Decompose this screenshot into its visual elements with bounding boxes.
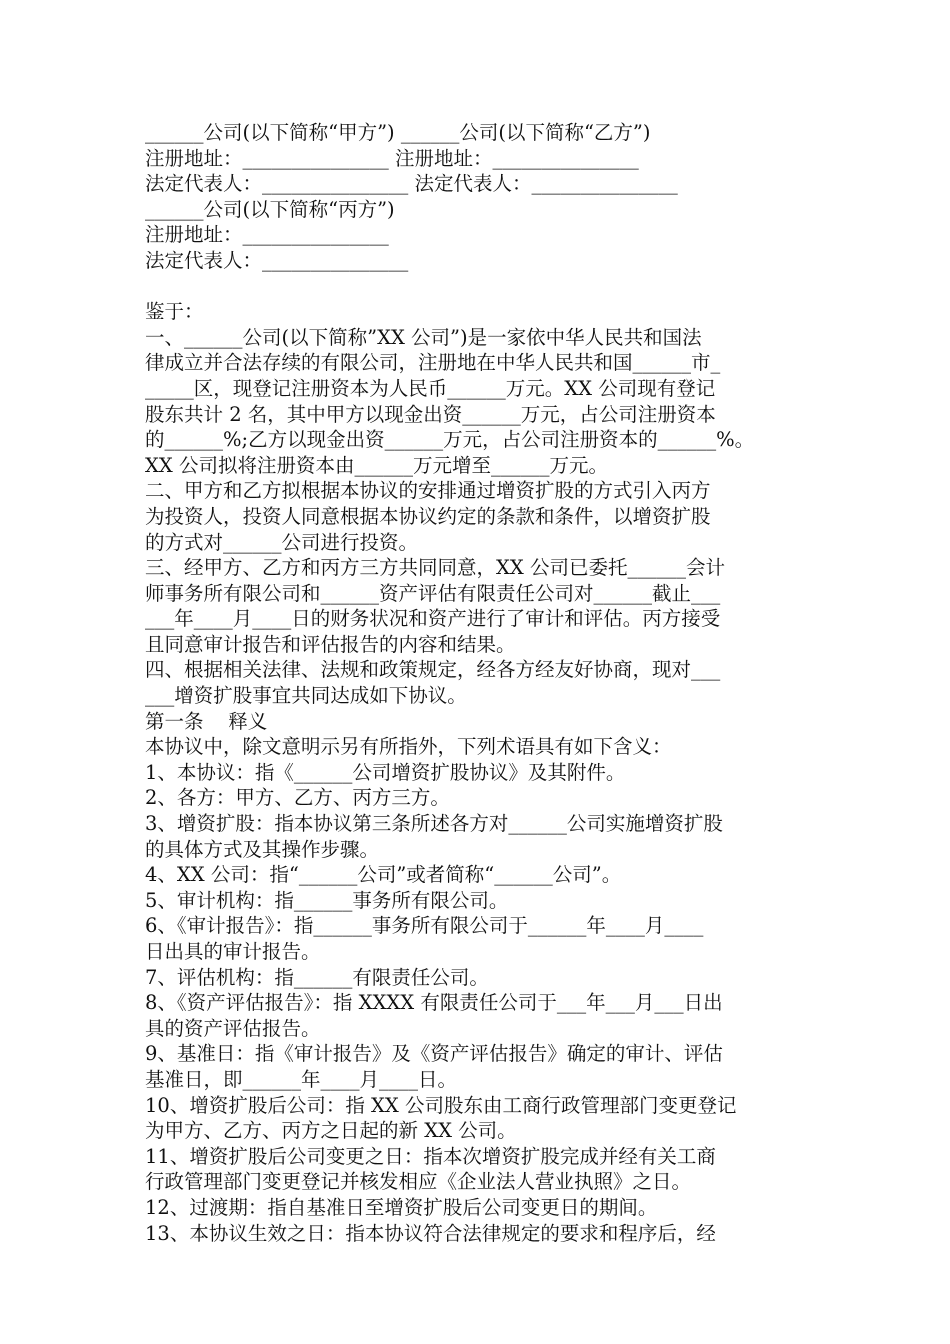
text-line: 的______%;乙方以现金出资______万元，占公司注册资本的______%。 (145, 428, 755, 452)
text-line: 9、基准日：指《审计报告》及《资产评估报告》确定的审计、评估 (145, 1042, 723, 1066)
text-line: 为甲方、乙方、丙方之日起的新 XX 公司。 (145, 1119, 517, 1143)
text-line: 4、XX 公司：指“______公司”或者简称“______公司”。 (145, 863, 622, 887)
text-line: 且同意审计报告和评估报告的内容和结果。 (145, 632, 516, 656)
text-line: 基准日，即______年____月____日。 (145, 1067, 458, 1091)
text-line: 律成立并合法存续的有限公司，注册地在中华人民共和国______市_ (145, 351, 721, 375)
text-line: 四、根据相关法律、法规和政策规定，经各方经友好协商，现对___ (145, 658, 721, 682)
text-line: 师事务所有限公司和______资产评估有限责任公司对______截止___ (145, 581, 721, 605)
blank-line (145, 274, 805, 300)
text-line: 第一条 释义 (145, 709, 268, 733)
text-line: 1、本协议：指《______公司增资扩股协议》及其附件。 (145, 760, 626, 784)
text-line: 5、审计机构：指______事务所有限公司。 (145, 888, 509, 912)
text-line: 鉴于： (145, 300, 204, 324)
text-line: 为投资人，投资人同意根据本协议约定的条款和条件，以增资扩股 (145, 504, 711, 528)
document-body (145, 120, 805, 1246)
text-line: 10、增资扩股后公司：指 XX 公司股东由工商行政管理部门变更登记 (145, 1093, 737, 1117)
text-line: 注册地址：_______________ (145, 223, 389, 247)
text-line: 3、增资扩股：指本协议第三条所述各方对______公司实施增资扩股 (145, 812, 723, 836)
text-line: 注册地址：_______________ 注册地址：_______________ (145, 146, 639, 170)
text-line: 6、《审计报告》：指______事务所有限公司于______年____月____ (145, 914, 704, 938)
text-line: 7、评估机构：指______有限责任公司。 (145, 965, 489, 989)
text-line: 三、经甲方、乙方和丙方三方共同同意，XX 公司已委托______会计 (145, 556, 725, 580)
text-line: ______公司(以下简称“丙方”) (145, 197, 395, 221)
text-line: 11、增资扩股后公司变更之日：指本次增资扩股完成并经有关工商 (145, 1144, 716, 1168)
text-line: _____区，现登记注册资本为人民币______万元。XX 公司现有登记 (145, 376, 716, 400)
text-line: 12、过渡期：指自基准日至增资扩股后公司变更日的期间。 (145, 1195, 658, 1219)
text-line: 13、本协议生效之日：指本协议符合法律规定的要求和程序后，经 (145, 1221, 716, 1245)
text-line: 行政管理部门变更登记并核发相应《企业法人营业执照》之日。 (145, 1170, 692, 1194)
text-line: 的具体方式及其操作步骤。 (145, 837, 380, 861)
text-line: 一、______公司(以下简称”XX 公司”)是一家依中华人民共和国法 (145, 325, 702, 349)
text-line: 2、各方：甲方、乙方、丙方三方。 (145, 786, 450, 810)
text-line: 具的资产评估报告。 (145, 1016, 321, 1040)
text-line: ___年____月____日的财务状况和资产进行了审计和评估。丙方接受 (145, 607, 721, 631)
text-line: ______公司(以下简称“甲方”) ______公司(以下简称“乙方”) (145, 121, 651, 144)
text-line: 8、《资产评估报告》：指 XXXX 有限责任公司于___年___月___日出 (145, 991, 723, 1015)
text-line: 本协议中，除文意明示另有所指外，下列术语具有如下含义： (145, 735, 672, 759)
text-line: 的方式对______公司进行投资。 (145, 530, 419, 554)
text-line: 法定代表人：_______________ (145, 248, 409, 272)
text-line: 日出具的审计报告。 (145, 940, 321, 963)
text-line: XX 公司拟将注册资本由______万元增至______万元。 (145, 453, 608, 477)
text-line: 法定代表人：_______________ 法定代表人：_______________ (145, 172, 678, 196)
text-line: 股东共计 2 名，其中甲方以现金出资______万元，占公司注册资本 (145, 402, 716, 426)
text-line: 二、甲方和乙方拟根据本协议的安排通过增资扩股的方式引入丙方 (145, 479, 711, 503)
text-line: ___增资扩股事宜共同达成如下协议。 (145, 684, 467, 708)
